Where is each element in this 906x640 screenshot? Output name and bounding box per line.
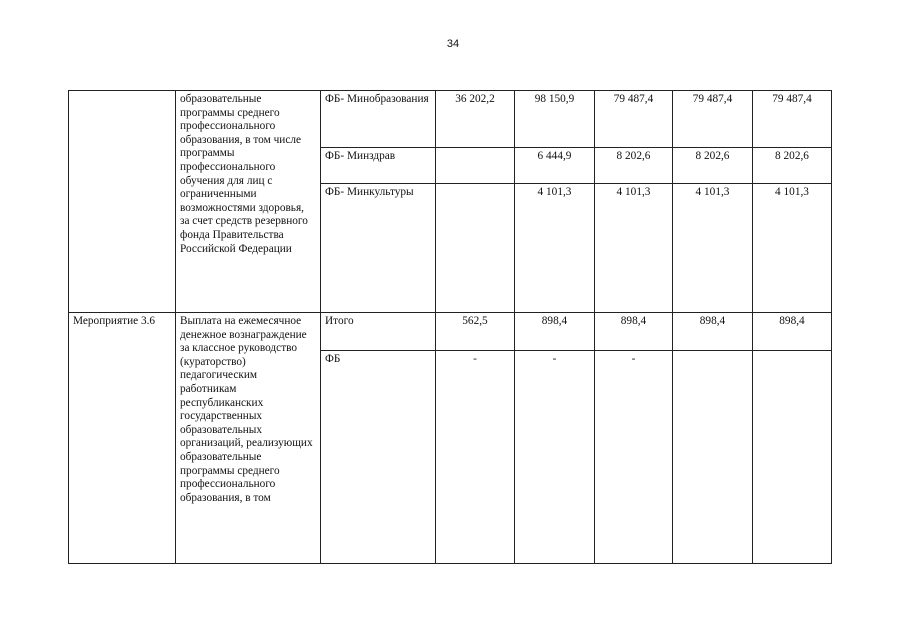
- value-cell: [436, 148, 515, 184]
- value-cell: 4 101,3: [753, 184, 832, 313]
- funding-source-cell: Итого: [321, 313, 436, 351]
- activity-description-cell: Выплата на ежемесячное денежное вознаграждение за классное руководство (кураторство) педагогическим работникам республиканских государственных образовательных организаций, реализующих образовательные программы среднего профессионального образования, в том: [176, 313, 321, 564]
- table-row: [69, 91, 832, 148]
- value-cell: [436, 184, 515, 313]
- value-cell: 6 444,9: [515, 148, 595, 184]
- page-number: 34: [446, 38, 460, 50]
- value-cell: 4 101,3: [673, 184, 753, 313]
- activity-code-cell: [69, 91, 176, 313]
- value-cell: -: [436, 351, 515, 564]
- value-cell: [753, 351, 832, 564]
- value-cell: [673, 351, 753, 564]
- activity-code-cell: Мероприятие 3.6: [69, 313, 176, 564]
- value-cell: 79 487,4: [595, 91, 673, 148]
- funding-source-cell: ФБ- Минобразования: [321, 91, 436, 148]
- value-cell: 898,4: [515, 313, 595, 351]
- activity-description-cell: образовательные программы среднего профессионального образования, в том числе программы профессионального обучения для лиц с ограниченными возможностями здоровья, за счет средств резервного фонда Правительства Российской Федерации: [176, 91, 321, 313]
- value-cell: 98 150,9: [515, 91, 595, 148]
- value-cell: 4 101,3: [515, 184, 595, 313]
- funding-source-cell: ФБ- Минздрав: [321, 148, 436, 184]
- value-cell: 898,4: [753, 313, 832, 351]
- budget-table: [68, 90, 832, 564]
- value-cell: 898,4: [673, 313, 753, 351]
- value-cell: -: [515, 351, 595, 564]
- value-cell: 8 202,6: [753, 148, 832, 184]
- value-cell: 562,5: [436, 313, 515, 351]
- table-row: [69, 313, 832, 351]
- value-cell: 4 101,3: [595, 184, 673, 313]
- value-cell: 79 487,4: [673, 91, 753, 148]
- funding-source-cell: ФБ- Минкультуры: [321, 184, 436, 313]
- value-cell: 79 487,4: [753, 91, 832, 148]
- funding-source-cell: ФБ: [321, 351, 436, 564]
- value-cell: 8 202,6: [595, 148, 673, 184]
- value-cell: 8 202,6: [673, 148, 753, 184]
- value-cell: 36 202,2: [436, 91, 515, 148]
- value-cell: -: [595, 351, 673, 564]
- value-cell: 898,4: [595, 313, 673, 351]
